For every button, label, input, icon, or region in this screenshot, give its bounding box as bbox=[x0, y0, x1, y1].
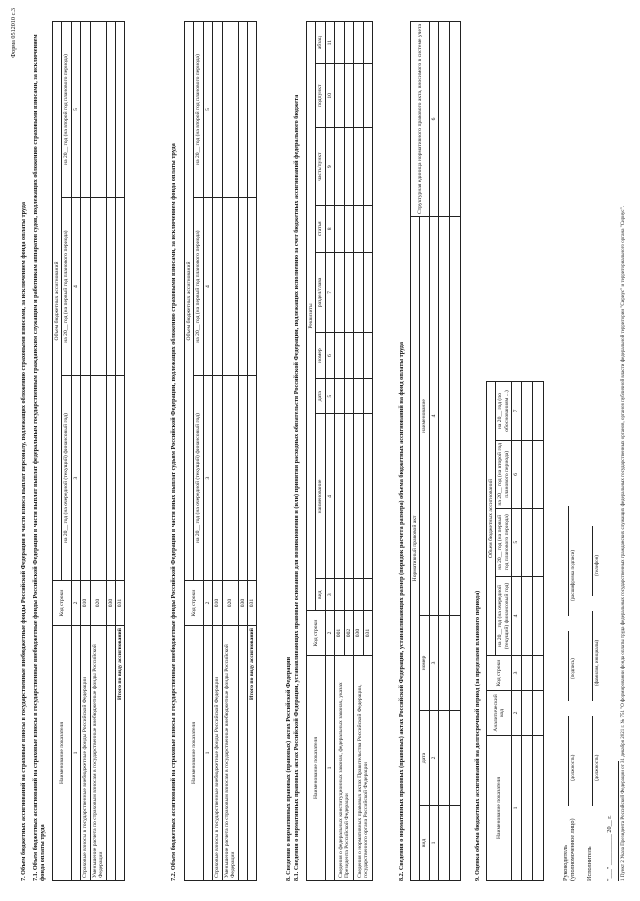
section-7-2-title: 7.2. Объем бюджетных ассигнований на страховые взносы в государственные внебюджетные фонды Российской Федерации в части иных выплат судьям Российской Федерации, подлежащих обложению страховыми взносами, за исключением фонда оплаты труда bbox=[170, 143, 177, 881]
table-8-2: Нормативный правовой акт Структурная единица нормативного правового акта, вносимого в системе учета вид дата номер наименование 1 2 3 4 6 bbox=[410, 21, 461, 881]
phone-caption: (телефон) bbox=[595, 555, 600, 576]
table-8-1: Наименование показателя Код строки Реквизиты вид наименование дата номер раздел/глава статья часть/пункт подпункт абзац 1 2 3 4 5 6 7 8 9 10 11 Сведения о федеральных конституционных законах, федеральных законах, указах Президента Российской Федерации 001 002 Сведения о нормативных правовых актах Правительства Российской Федерации, государственного органа Российской Федерации 030 031 bbox=[306, 21, 373, 881]
decoding-caption: (расшифровка подписи) bbox=[571, 549, 576, 601]
section-9-title: 9. Оценка объема бюджетных ассигнований на долгосрочный период (за пределами планового периода) bbox=[474, 590, 481, 881]
fio-caption: (фамилия, инициалы) bbox=[595, 639, 600, 686]
table-row: Уменьшение расчета по страховым взносам в государственные внебюджетные фонды Российской Федерации bbox=[90, 626, 106, 881]
table-row-total: Итого по виду ассигнований bbox=[115, 626, 124, 881]
table-row bbox=[106, 626, 115, 881]
table-row-total: Итого по виду ассигнований bbox=[247, 626, 256, 881]
table-7-1: Наименование показателя Код строки Объем бюджетных ассигнований на 20__ год (на очередной (текущий) финансовый год) на 20__ год (на первый год планового периода) на 20__ год (на второй год планового периода) 1 2 3 4 5 Страховые взносы в государственные внебюджетные фонды Российской Федерации 010 Уменьшение расчета по страховым взносам в государственные внебюджетные фонды Российской Федерации 020 030 Итого по виду ассигнований 031 bbox=[52, 21, 125, 881]
table-row bbox=[238, 626, 247, 881]
table-7-2: Наименование показателя Код строки Объем бюджетных ассигнований на 20__ год (на очередной (текущий) финансовый год) на 20__ год (на первый год планового периода) на 20__ год (на второй год планового периода) 1 2 3 4 5 Страховые взносы в государственные внебюджетные фонды Российской Федерации 010 Уменьшение расчета по страховым взносам в государственные внебюджетные фонды Российской Федерации 020 030 Итого по виду ассигнований 031 bbox=[184, 21, 257, 881]
signature-caption: (подпись) bbox=[571, 658, 576, 679]
section-8-2-title: 8.2. Сведения о нормативных правовых (правовых) актах Российской Федерации, устанавливающих размер (порядок расчета размера) объема бюджетных ассигнований на фонд оплаты труда bbox=[398, 341, 405, 881]
section-7-1-title: 7.1. Объем бюджетных ассигнований на страховые взносы в государственные внебюджетные фонды Российской Федерации в части выплат выплат федеральным государственным гражданским служащим и работникам аппаратов судов, подлежащих обложению страховыми взносами, за исключением фонда оплаты труда bbox=[32, 34, 47, 881]
table-9: Наименование показателя Аналитический код Код строки Объем бюджетных ассигнований на 20__ год (на очередной (текущий) финансовый год) на 20__ год (на первый год планового периода) на 20__ год (на второй год планового периода) на 20__ год (по обоснованиям ...) 1 2 3 4 5 6 7 bbox=[486, 381, 544, 881]
position-caption-2: (должность) bbox=[595, 754, 600, 781]
position-caption: (должность) bbox=[571, 754, 576, 781]
col-amount: Объем бюджетных ассигнований bbox=[53, 22, 62, 581]
table-row: Страховые взносы в государственные внебюджетные фонды Российской Федерации bbox=[81, 626, 90, 881]
table-row: Страховые взносы в государственные внебюджетные фонды Российской Федерации bbox=[213, 626, 222, 881]
section-8-title: 8. Сведения о нормативных правовых (правовых) актах Российской Федерации bbox=[285, 656, 292, 881]
executor-label: Исполнитель bbox=[586, 846, 593, 881]
table-row: Сведения о нормативных правовых актах Правительства Российской Федерации, государственного органа Российской Федерации bbox=[354, 656, 373, 881]
section-8-1-title: 8.1. Сведения о нормативных правовых актах Российской Федерации, устанавливающих правовые основания для возникновения и (или) принятия расходных обязательств Российской Федерации, подлежащих исполнению за счет бюджетных ассигнований федерального бюджета bbox=[293, 94, 300, 881]
section-7-title: 7. Объем бюджетных ассигнований на страховые взносы в государственные внебюджетные фонды Российской Федерации в части взноса выплат персоналу, подлежащих обложению страховыми взносами, за исключением фонда оплаты труда bbox=[20, 202, 27, 881]
col-code: Код строки bbox=[53, 581, 72, 626]
col-name: Наименование показателя bbox=[53, 626, 72, 881]
form-code: Форма 0512010 с.3 bbox=[10, 8, 17, 58]
footnote: 1 Пункт 2 Указа Президента Российской Федерации от 31 декабря 2021 г. № 751 "О формировании фонда оплаты труда федеральных государственных гражданских служащих федеральных государственных органов, органов публичной власти федеральной территории "Сириус" и территориального органа "Сириус". bbox=[621, 206, 626, 881]
head-label: Руководитель (уполномоченное лицо) bbox=[562, 818, 577, 881]
date-field: "___" __________ 20__ г. bbox=[606, 815, 613, 881]
table-row: Сведения о федеральных конституционных законах, федеральных законах, указах Президента Российской Федерации bbox=[335, 656, 354, 881]
table-row: Уменьшение расчета по страховым взносам в государственные внебюджетные фонды Российской Федерации bbox=[222, 626, 238, 881]
